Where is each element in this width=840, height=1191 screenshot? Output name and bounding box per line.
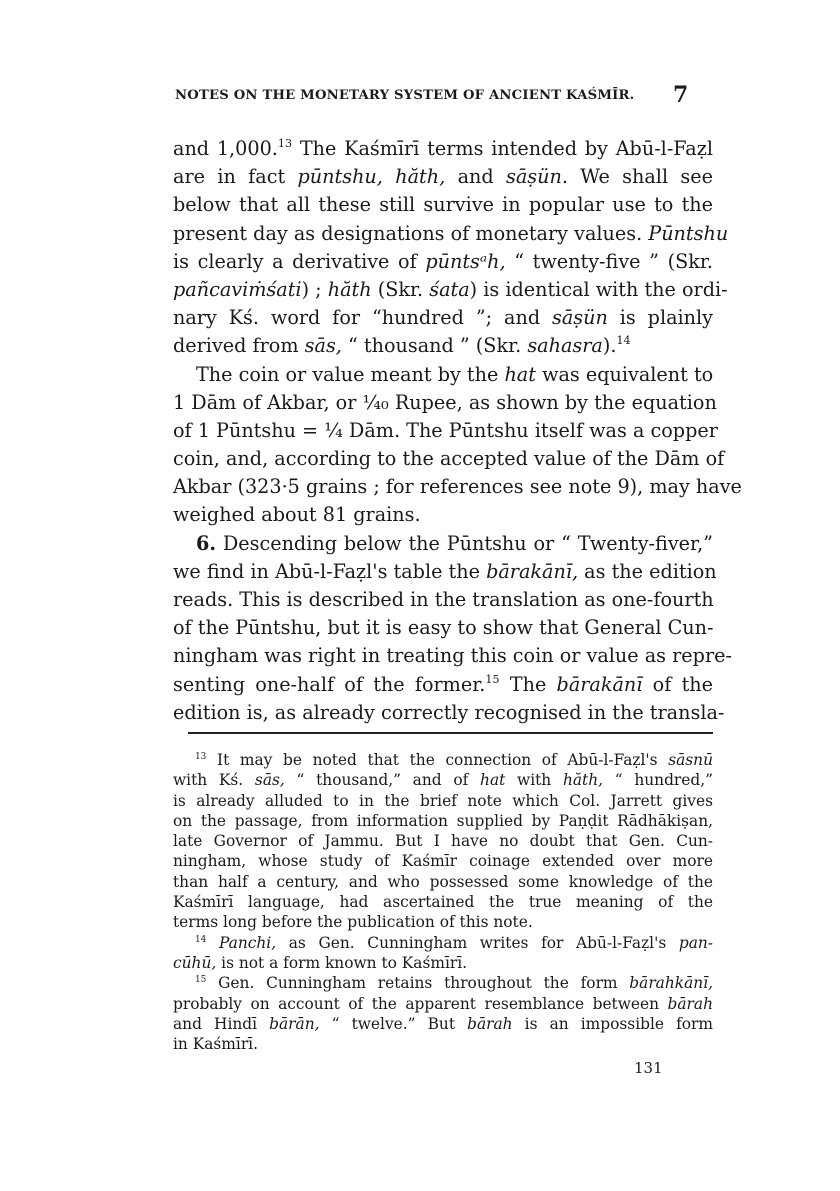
italic-term: hăth,	[395, 165, 446, 189]
footnote-line	[173, 973, 713, 993]
body-line	[173, 586, 713, 614]
text-run: (Skr.	[371, 277, 430, 301]
body-line	[173, 276, 728, 304]
italic-term: hat	[480, 771, 506, 790]
body-line	[173, 304, 713, 332]
text-run: is already alluded to in the brief note which Col. Jarrett gives	[173, 791, 713, 810]
italic-term: bārah	[667, 994, 713, 1013]
body-line	[173, 332, 713, 360]
body-line	[173, 361, 713, 389]
body-line	[173, 220, 729, 248]
italic-term: pañcaviṁśati	[173, 277, 302, 301]
footnotes	[173, 750, 713, 1054]
text-run: edition is, as already correctly recognised in the transla-	[173, 700, 725, 724]
text-run: Descending below the Pūntshu or “ Twenty-fiver,”	[216, 531, 713, 555]
text-run	[383, 165, 395, 188]
italic-term: hăth,	[562, 771, 604, 790]
running-title: NOTES ON THE MONETARY SYSTEM OF ANCIENT KAŚMĪR.	[175, 88, 635, 103]
footnote-line	[173, 912, 713, 932]
body-line	[173, 445, 725, 473]
text-run: Gen. Cunningham retains throughout the form	[206, 974, 630, 993]
text-run: We shall see	[567, 165, 713, 189]
body-line	[173, 530, 713, 558]
text-run	[206, 934, 219, 952]
text-run: “ hundred,”	[603, 771, 713, 790]
text-run: is plainly	[607, 306, 713, 330]
text-run: ) ;	[301, 277, 328, 301]
text-run: Akbar (323·5 grains ; for references see note 9), may have	[173, 475, 742, 499]
footnote-line	[173, 872, 713, 892]
text-run: “ thousand,” and of	[284, 771, 481, 790]
text-run: present day as designations of monetary values.	[173, 221, 649, 245]
italic-term: sahasra	[527, 334, 603, 358]
text-run: reads. This is described in the translation as one-fourth	[173, 588, 714, 611]
body-line	[173, 558, 717, 586]
text-run: The coin or value meant by the	[196, 362, 505, 386]
text-run: are in fact	[173, 165, 298, 189]
text-run: The Kaśmīrī terms intended by Abū-l-Faẓl	[292, 137, 713, 160]
footnote-line	[173, 831, 713, 851]
footnote-marker: 15	[485, 672, 500, 686]
text-run: with Kś.	[173, 771, 255, 790]
italic-term: sās,	[254, 771, 285, 790]
body-text	[173, 135, 742, 727]
footnote-marker: 15	[195, 975, 207, 986]
text-run: late Governor of Jammu. But I have no doubt that Gen. Cun-	[173, 832, 713, 851]
header-page-number: 7	[673, 82, 689, 108]
text-run: as the edition	[578, 559, 717, 583]
footnote-line	[173, 933, 713, 953]
body-line	[173, 473, 742, 501]
text-run: was equivalent to	[535, 362, 714, 386]
text-run: and Hindī	[173, 1014, 270, 1033]
text-run: The	[499, 672, 557, 696]
footnote-line	[173, 851, 713, 871]
text-run: is clearly a derivative of	[173, 249, 426, 273]
italic-term: bārahkānī,	[629, 974, 713, 993]
text-run: senting one-half of the former.	[173, 672, 486, 696]
body-line	[173, 248, 713, 276]
italic-term: sās,	[304, 334, 342, 358]
text-run: we find in Abū-l-Faẓl's table the	[173, 559, 487, 583]
text-run: 6.	[196, 531, 217, 555]
italic-term: bārakānī	[556, 672, 643, 696]
text-run: is an impossible form	[512, 1014, 713, 1033]
body-line	[173, 642, 732, 670]
text-run: “ thousand ” (Skr.	[341, 334, 528, 358]
text-run: nary Kś. word for “hundred ”; and	[173, 306, 553, 330]
printed-page-number: 131	[634, 1059, 663, 1077]
text-run: ).	[602, 334, 617, 358]
italic-term: cūhū,	[173, 953, 217, 972]
text-run: below that all these still survive in popular use to the	[173, 193, 713, 217]
footnote-line	[173, 1034, 713, 1054]
text-run: on the passage, from information supplied by Paṇḍit Rādhākiṣan,	[173, 811, 713, 830]
text-run: weighed about 81 grains.	[173, 503, 421, 527]
italic-term: sāsnū	[668, 751, 713, 769]
footnote-marker: 13	[277, 137, 293, 151]
text-run: in Kaśmīrī.	[173, 1035, 258, 1054]
italic-term: bārān,	[269, 1014, 320, 1033]
text-run: derived from	[173, 334, 305, 358]
text-run: “ twelve.” But	[319, 1014, 468, 1033]
body-line	[173, 135, 713, 163]
text-run: Kaśmīrī language, had ascertained the true meaning of the	[173, 893, 713, 912]
text-run: ningham, whose study of Kaśmīr coinage extended over more	[173, 852, 713, 871]
italic-term: pan-	[678, 933, 713, 952]
italic-term: sāṣün.	[506, 165, 568, 189]
body-line	[173, 501, 713, 529]
italic-term: Pūntshu	[648, 221, 729, 245]
text-run: coin, and, according to the accepted value of the Dām of	[173, 447, 725, 471]
body-line	[173, 191, 713, 219]
footnote-marker: 14	[616, 334, 631, 348]
text-run: of the Pūntshu, but it is easy to show that General Cun-	[173, 616, 714, 640]
body-line	[173, 614, 713, 642]
text-run: ningham was right in treating this coin or value as repre-	[173, 644, 732, 668]
footnote-marker: 13	[195, 751, 207, 762]
italic-term: hăth	[327, 277, 372, 301]
footnote-line	[173, 750, 713, 770]
italic-term: sāṣün	[552, 306, 608, 330]
italic-term: śata	[429, 277, 470, 301]
footnote-line	[173, 1014, 713, 1034]
italic-term: bārakānī,	[486, 559, 579, 583]
text-run: than half a century, and who possessed some knowledge of the	[173, 872, 713, 891]
footnote-divider	[188, 732, 713, 734]
footnote-line	[173, 770, 713, 790]
text-run: of 1 Pūntshu = ¼ Dām. The Pūntshu itself was a copper	[173, 418, 718, 442]
text-run: and	[445, 165, 506, 189]
body-line	[173, 389, 717, 417]
text-run: probably on account of the apparent resemblance between	[173, 994, 668, 1013]
body-line	[173, 163, 713, 191]
body-line	[173, 699, 725, 727]
text-run: ) is identical with the ordi-	[469, 277, 728, 301]
italic-term: hat	[504, 362, 536, 386]
italic-term: pūntsᵃh,	[425, 249, 506, 273]
footnote-line	[173, 892, 713, 912]
footnote-line	[173, 953, 713, 973]
italic-term: pūntshu,	[297, 165, 383, 189]
text-run: of the	[642, 672, 713, 696]
footnote-marker: 14	[195, 934, 207, 945]
text-run: terms long before the publication of this note.	[173, 913, 533, 932]
body-line	[173, 671, 713, 699]
text-run: is not a form known to Kaśmīrī.	[216, 953, 468, 972]
italic-term: Panchi,	[219, 933, 277, 952]
text-run: It may be noted that the connection of Abū-l-Faẓl's	[206, 751, 669, 769]
footnote-line	[173, 994, 713, 1014]
text-run: “ twenty-five ” (Skr.	[505, 249, 714, 273]
text-run: 1 Dām of Akbar, or ¹⁄₄₀ Rupee, as shown by the equation	[173, 390, 717, 414]
footnote-line	[173, 811, 713, 831]
body-line	[173, 417, 718, 445]
text-run: as Gen. Cunningham writes for Abū-l-Faẓl's	[276, 933, 679, 952]
footnote-line	[173, 791, 713, 811]
text-run: and 1,000.	[173, 137, 278, 160]
text-run: with	[505, 771, 563, 790]
italic-term: bārah	[467, 1014, 513, 1033]
